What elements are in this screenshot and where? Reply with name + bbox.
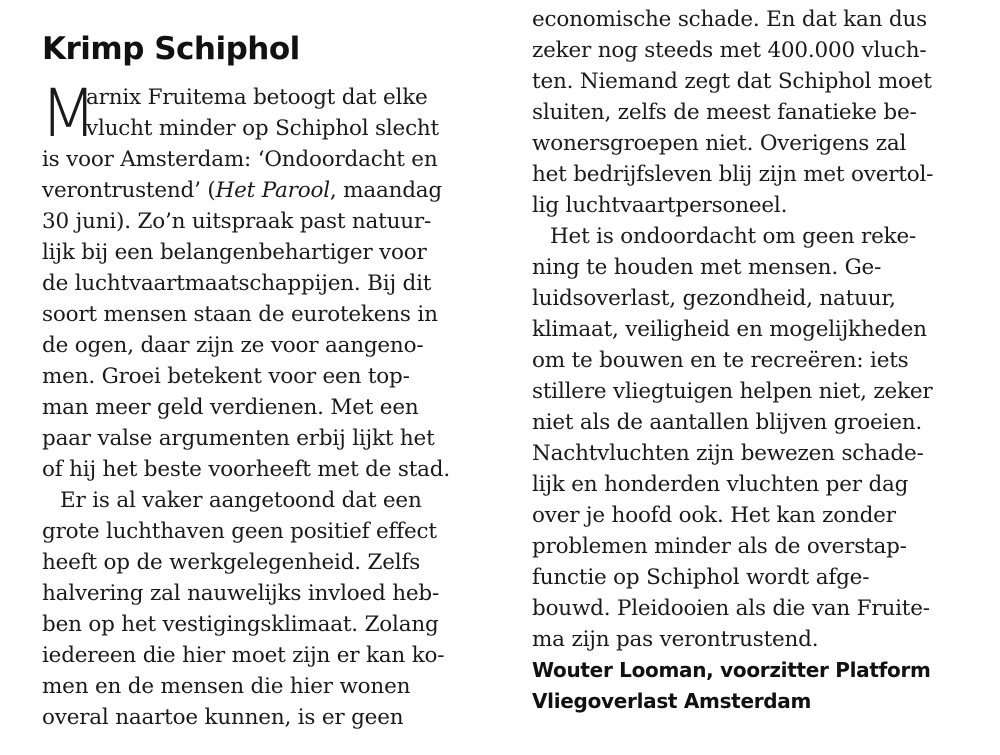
text-line: zeker nog steeds met 400.000 vluch- [532,38,927,63]
text-line: is voor Amsterdam: ‘Ondoordacht en [42,147,438,172]
text-line: soort mensen staan de eurotekens in [42,302,438,327]
text-line: ben op het vestigingsklimaat. Zolang [42,612,439,637]
text-line: iedereen die hier moet zijn er kan ko- [42,643,445,668]
text-line: wonersgroepen niet. Overigens zal [532,131,907,156]
text-line: men en de mensen die hier wonen [42,674,411,699]
text-line: man meer geld verdienen. Met een [42,395,419,420]
text-line: 30 juni). Zo’n uitspraak past natuur- [42,209,432,234]
text-line: lijk en honderden vluchten per dag [532,472,909,497]
text-line: om te bouwen en te recreëren: iets [532,348,909,373]
paragraph-start-line: Het is ondoordacht om geen reke- [550,224,917,249]
article-body-right [532,4,982,717]
text-line: lig luchtvaartpersoneel. [532,193,788,218]
text-line: paar valse argumenten erbij lijkt het [42,426,435,451]
text-line: of hij het beste voorheeft met de stad. [42,457,450,482]
text-line: over je hoofd ook. Het kan zonder [532,503,896,528]
text-line: ma zijn pas verontrustend. [532,627,819,652]
text-line: ten. Niemand zegt dat Schiphol moet [532,69,932,94]
text-line: overal naartoe kunnen, is er geen [42,705,404,730]
article-body-left [40,75,494,733]
text-line: ning te houden met mensen. Ge- [532,255,882,280]
text-line: grote luchthaven geen positief effect [42,519,437,544]
text-line: de ogen, daar zijn ze voor aangeno- [42,333,424,358]
text-line: Nachtvluchten zijn bewezen schade- [532,441,924,466]
drop-cap: M [40,75,97,152]
text-line: verontrustend’ (Het Parool, maandag [42,178,442,203]
text-line: klimaat, veiligheid en mogelijkheden [532,317,927,342]
paragraph-start-line: Er is al vaker aangetoond dat een [60,488,422,513]
text-line-with-source [42,175,494,206]
text-line: bouwd. Pleidooien als die van Fruite- [532,596,930,621]
text-line: luidsoverlast, gezondheid, natuur, [532,286,896,311]
text-line: het bedrijfsleven blij zijn met overtol- [532,162,934,187]
text-line: halvering zal nauwelijks invloed heb- [42,581,440,606]
text-line: stillere vliegtuigen helpen niet, zeker [532,379,933,404]
author-signature: Vliegoverlast Amsterdam [532,689,812,713]
text-line: sluiten, zelfs de meest fanatieke be- [532,100,917,125]
newspaper-title: Het Parool [215,178,330,203]
article-headline: Krimp Schiphol [42,31,300,67]
text-line: de luchtvaartmaatschappijen. Bij dit [42,271,432,296]
text-line: economische schade. En dat kan dus [532,7,927,32]
text-line: lijk bij een belangenbehartiger voor [42,240,427,265]
text-line: vlucht minder op Schiphol slecht [86,116,440,141]
text-line: arnix Fruitema betoogt dat elke [86,85,428,110]
text-line: functie op Schiphol wordt afge- [532,565,870,590]
text-line: heeft op de werkgelegenheid. Zelfs [42,550,421,575]
author-signature: Wouter Looman, voorzitter Platform [532,658,931,682]
text-line: niet als de aantallen blijven groeien. [532,410,923,435]
text-line: men. Groei betekent voor een top- [42,364,410,389]
text-line: problemen minder als de overstap- [532,534,907,559]
